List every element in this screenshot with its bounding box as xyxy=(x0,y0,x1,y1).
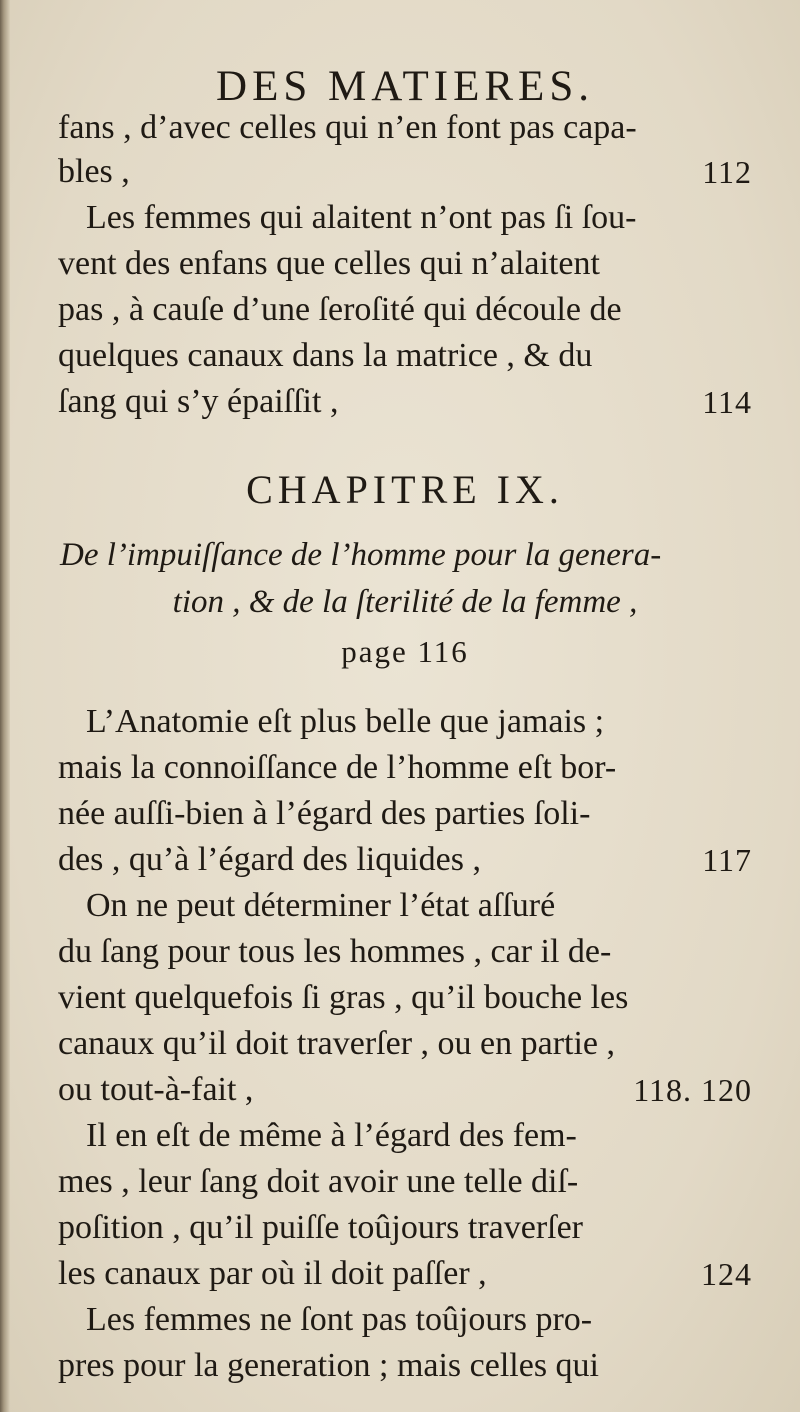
page-reference: 124 xyxy=(701,1256,752,1292)
chapter-caption-page: page 116 xyxy=(341,634,469,669)
page-reference: 114 xyxy=(702,384,752,420)
text-line: On ne peut déterminer l’état aſſuré xyxy=(86,887,556,924)
chapter-heading: CHAPITRE IX. xyxy=(246,467,564,512)
text-line: pas , à cauſe d’une ſeroſité qui découle de xyxy=(58,291,622,328)
text-line: ou tout-à-fait , 118. 120 xyxy=(58,1068,752,1112)
chapter-caption-line: De l’impuiſſance de l’homme pour la genera- xyxy=(60,537,662,573)
running-head: DES MATIERES. xyxy=(216,63,594,110)
text-line: née auſſi-bien à l’égard des parties ſoli- xyxy=(58,795,591,832)
text-line: vient quelquefois ſi gras , qu’il bouche les xyxy=(58,979,629,1016)
binding-gutter xyxy=(0,0,10,1412)
chapter-caption-line: tion , & de la ſterilité de la femme , xyxy=(172,584,638,620)
text-line: pres pour la generation ; mais celles qui xyxy=(58,1347,599,1384)
text-line: vent des enfans que celles qui n’alaitent xyxy=(58,245,600,282)
text-line: fans , d’avec celles qui n’en font pas capa- xyxy=(58,109,637,146)
text-line: des , qu’à l’égard des liquides , 117 xyxy=(58,838,752,882)
text-line: quelques canaux dans la matrice , & du xyxy=(58,337,593,374)
text-line: bles , 112 xyxy=(58,150,752,194)
text-line: du ſang pour tous les hommes , car il de- xyxy=(58,933,612,970)
text-line: Les femmes qui alaitent n’ont pas ſi ſou- xyxy=(86,199,637,236)
text-line: mais la connoiſſance de l’homme eſt bor- xyxy=(58,749,617,786)
text-line: canaux qu’il doit traverſer , ou en partie , xyxy=(58,1025,615,1062)
text-line: ſang qui s’y épaiſſit , 114 xyxy=(58,380,752,424)
page-reference: 117 xyxy=(702,842,752,878)
text-line: Les femmes ne ſont pas toûjours pro- xyxy=(86,1301,593,1338)
text-line: L’Anatomie eſt plus belle que jamais ; xyxy=(86,703,605,740)
text-line: mes , leur ſang doit avoir une telle diſ- xyxy=(58,1163,579,1200)
text-line: les canaux par où il doit paſſer , 124 xyxy=(58,1252,752,1296)
text-line: poſition , qu’il puiſſe toûjours traverſer xyxy=(58,1209,584,1246)
page-reference: 118. 120 xyxy=(633,1072,752,1108)
page-reference: 112 xyxy=(702,154,752,190)
text-line: Il en eſt de même à l’égard des fem- xyxy=(86,1117,577,1154)
